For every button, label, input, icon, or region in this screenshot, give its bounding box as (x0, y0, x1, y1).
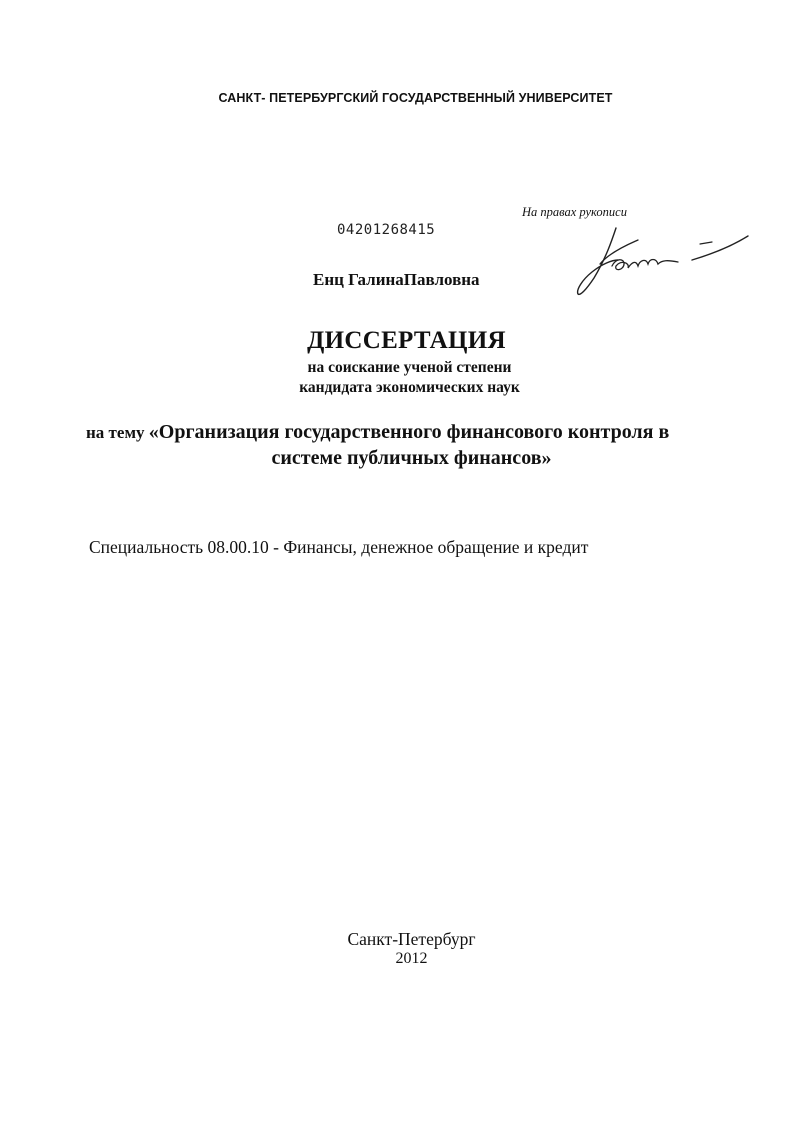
topic-line1 (86, 421, 669, 444)
topic-line2: системе публичных финансов» (271, 447, 552, 469)
topic-title-part1: «Организация государственного финансового контроля в (148, 421, 670, 443)
year: 2012 (395, 950, 428, 967)
degree-subtitle-line1: на соискание ученой степени (307, 359, 512, 376)
university-name: САНКТ- ПЕТЕРБУРГСКИЙ ГОСУДАРСТВЕННЫЙ УНИВЕРСИТЕТ (218, 91, 613, 105)
signature-icon (572, 224, 752, 304)
degree-subtitle-line2: кандидата экономических наук (299, 379, 520, 396)
catalog-code: 04201268415 (337, 222, 436, 238)
specialty: Специальность 08.00.10 - Финансы, денежное обращение и кредит (89, 537, 589, 557)
topic-prefix: на тему (86, 423, 149, 442)
city: Санкт-Петербург (347, 929, 476, 949)
author-name: Енц ГалинаПавловна (313, 270, 480, 289)
rights-note: На правах рукописи (522, 205, 627, 219)
document-type: ДИССЕРТАЦИЯ (307, 327, 506, 354)
